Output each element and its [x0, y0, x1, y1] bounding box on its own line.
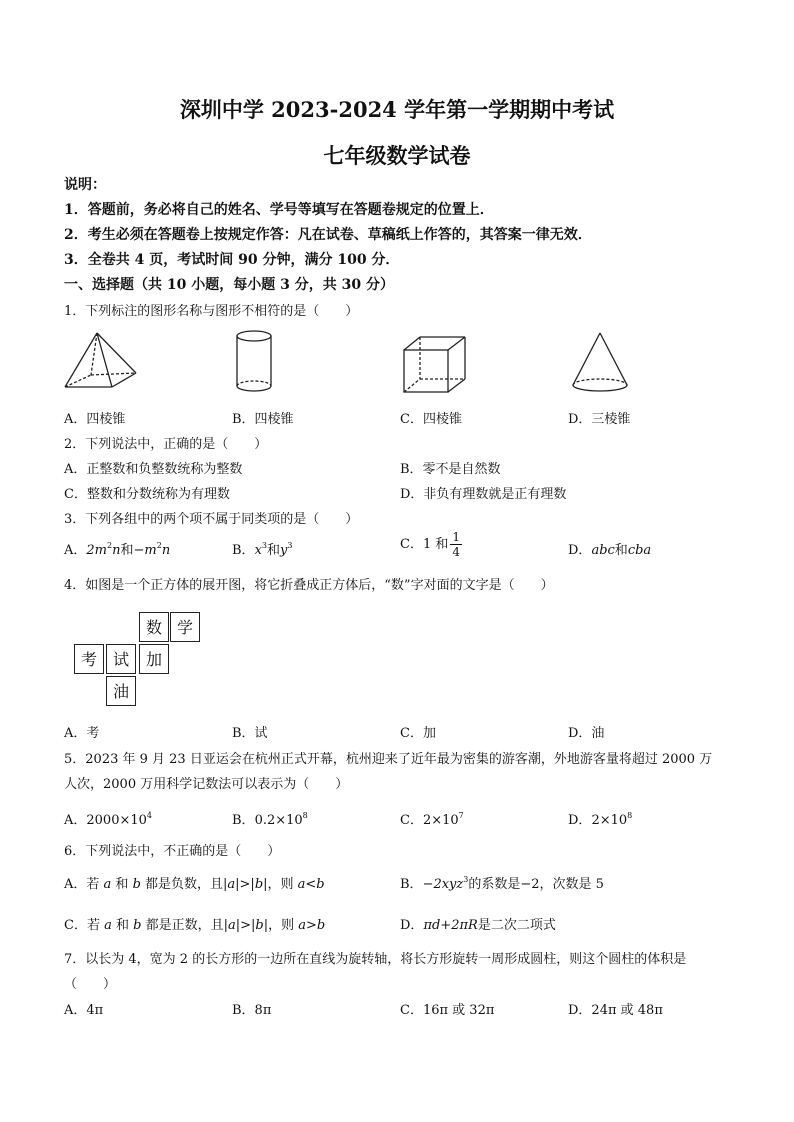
q5-option-d[interactable]: D．$2\times 10^8$ [568, 811, 633, 828]
q4-option-a[interactable]: A．考 [64, 726, 100, 741]
cube-figure [400, 334, 472, 394]
q7-option-c[interactable]: C．16π 或 32π [400, 1003, 495, 1018]
q3-option-d[interactable]: D．abc和cba [568, 543, 652, 558]
q7-option-d[interactable]: D．24π 或 48π [568, 1003, 663, 1018]
q3-option-b[interactable]: B．$x^3$和$y^3$ [232, 541, 293, 558]
q4-option-d[interactable]: D．油 [568, 726, 605, 741]
question-6-stem: 6．下列说法中，不正确的是（ ） [64, 844, 281, 859]
q7-option-b[interactable]: B．8π [232, 1003, 272, 1018]
q6-option-d[interactable]: D．πd+2πR是二次二项式 [400, 918, 556, 933]
exam-subtitle: 七年级数学试卷 [323, 143, 471, 168]
q5-option-c[interactable]: C．$2\times 10^7$ [400, 811, 464, 828]
q6-option-c[interactable]: C．若 a 和 b 都是正数，且|a|>|b|，则 a>b [64, 918, 326, 933]
q2-option-a[interactable]: A．正整数和负整数统称为整数 [64, 462, 243, 477]
question-2-stem: 2．下列说法中，正确的是（ ） [64, 437, 268, 452]
q3-option-a[interactable]: A．$2m^2n$和$-m^2n$ [64, 541, 171, 558]
question-4-stem: 4．如图是一个正方体的展开图，将它折叠成正方体后，“数”字对面的文字是（ ） [64, 578, 554, 593]
notes-heading: 说明： [64, 177, 106, 193]
question-5-stem-line2: 人次，2000 万用科学记数法可以表示为（ ） [64, 777, 349, 792]
question-1-stem: 1．下列标注的图形名称与图形不相符的是（ ） [64, 304, 359, 319]
q5-option-b[interactable]: B．$0.2\times 10^8$ [232, 811, 308, 828]
net-cell-you: 油 [106, 676, 136, 706]
q2-option-c[interactable]: C．整数和分数统称为有理数 [64, 487, 230, 502]
cone-figure [568, 330, 632, 396]
q6-option-a[interactable]: A．若 a 和 b 都是负数，且|a|>|b|，则 a<b [64, 877, 325, 892]
q3-option-c[interactable]: C．1 和 $\frac{1}{4}$ [400, 530, 461, 559]
q5-option-a[interactable]: A．$2000\times 10^4$ [64, 811, 153, 828]
q4-option-c[interactable]: C．加 [400, 726, 436, 741]
question-5-stem-line1: 5．2023 年 9 月 23 日亚运会在杭州正式开幕，杭州迎来了近年最为密集的游客潮，外地游客量将超过 2000 万 [64, 752, 713, 767]
q6-option-b[interactable]: B．−2xyz$^3$的系数是−2，次数是 5 [400, 875, 604, 892]
note-1: 1．答题前，务必将自己的姓名、学号等填写在答题卷规定的位置上． [64, 202, 494, 218]
q1-option-a[interactable]: A．四棱锥 [64, 412, 126, 427]
net-cell-xue: 学 [170, 612, 200, 642]
pyramid-figure [62, 330, 140, 396]
net-cell-shu: 数 [139, 612, 169, 642]
net-cell-kao: 考 [74, 644, 104, 674]
fraction-one-quarter: $\frac{1}{4}$ [452, 530, 461, 559]
net-cell-shi: 试 [106, 644, 136, 674]
exam-title: 深圳中学 2023-2024 学年第一学期期中考试 [179, 97, 615, 122]
net-cell-jia: 加 [139, 644, 169, 674]
q2-option-d[interactable]: D．非负有理数就是正有理数 [400, 487, 567, 502]
question-7-stem-line2: （ ） [64, 977, 117, 992]
q1-option-d[interactable]: D．三棱锥 [568, 412, 631, 427]
question-7-stem-line1: 7．以长为 4，宽为 2 的长方形的一边所在直线为旋转轴，将长方形旋转一周形成圆柱，则这个圆柱的体积是 [64, 952, 687, 967]
q1-option-c[interactable]: C．四棱锥 [400, 412, 462, 427]
note-3: 3．全卷共 4 页，考试时间 90 分钟，满分 100 分． [64, 252, 400, 268]
question-3-stem: 3．下列各组中的两个项不属于同类项的是（ ） [64, 512, 359, 527]
section-heading: 一、选择题（共 10 小题，每小题 3 分，共 30 分） [64, 277, 394, 293]
q1-option-b[interactable]: B．四棱锥 [232, 412, 294, 427]
q7-option-a[interactable]: A．4π [64, 1003, 104, 1018]
q2-option-b[interactable]: B．零不是自然数 [400, 462, 501, 477]
note-2: 2．考生必须在答题卷上按规定作答：凡在试卷、草稿纸上作答的，其答案一律无效． [64, 227, 592, 243]
q4-option-b[interactable]: B．试 [232, 726, 268, 741]
cylinder-figure [232, 328, 276, 396]
